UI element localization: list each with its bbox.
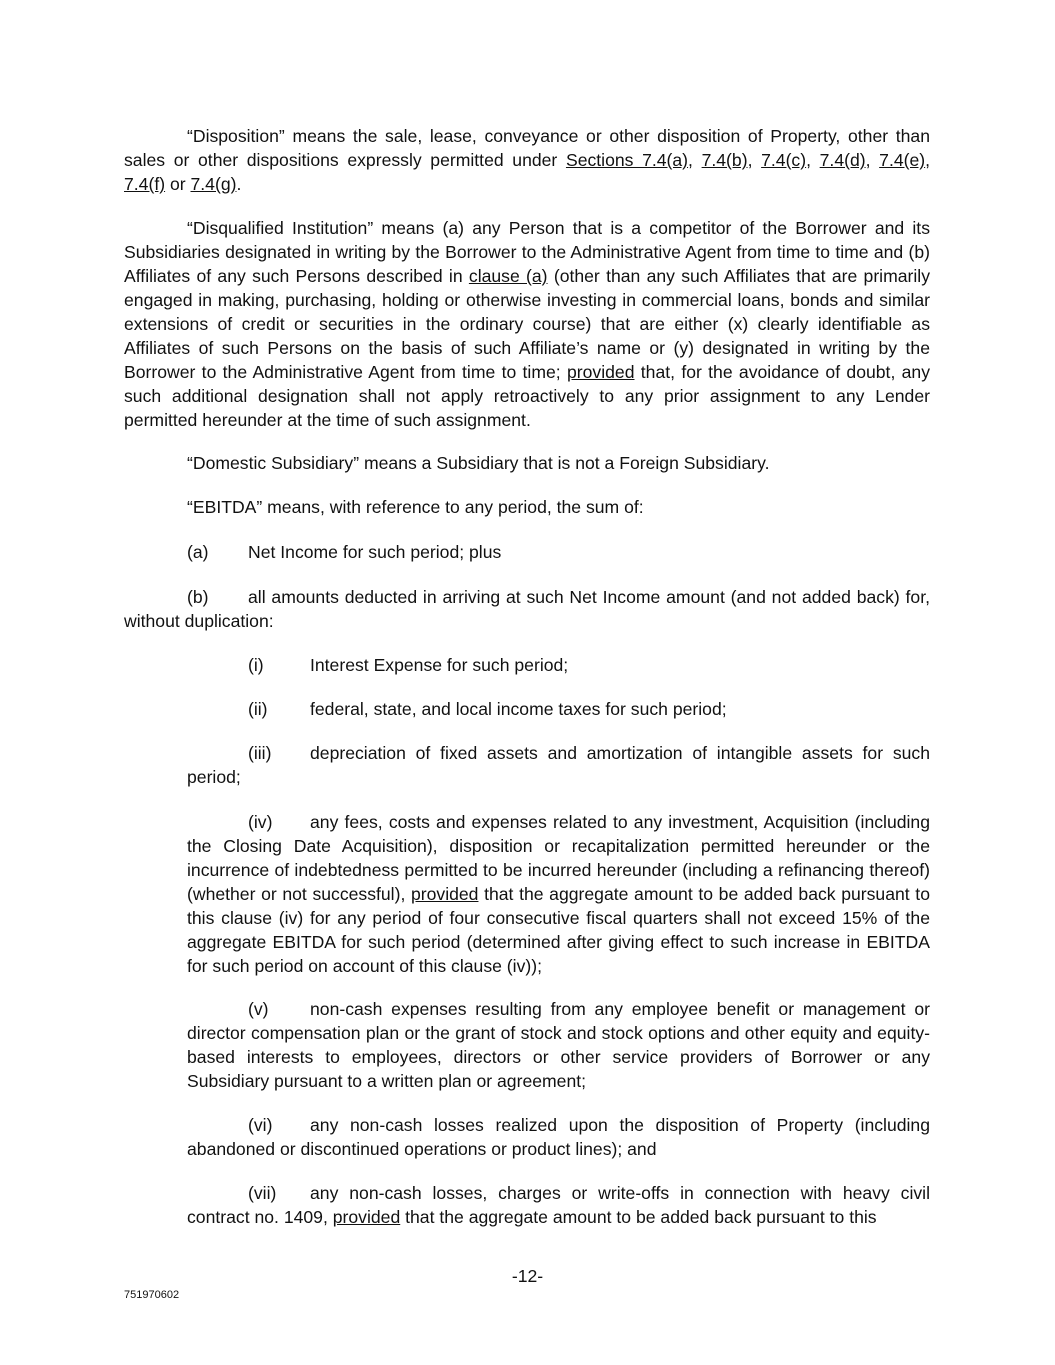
- proviso-term: provided: [332, 1207, 401, 1227]
- defined-term: “Disqualified Institution”: [187, 218, 374, 238]
- defined-term: “EBITDA”: [187, 497, 263, 517]
- section-reference: 7.4(d): [819, 150, 866, 170]
- clause-vii: (vii) any non-cash losses, charges or write-offs in connection with heavy civil contract no. 1409, provided that the aggregate amount to be added back pursuant to this: [187, 1183, 930, 1227]
- clause-label: (a): [187, 542, 209, 562]
- clause-i: (i) Interest Expense for such period;: [248, 655, 569, 675]
- clause-label: (v): [248, 999, 269, 1019]
- clause-ii: (ii) federal, state, and local income taxes for such period;: [248, 699, 727, 719]
- section-reference: 7.4(b): [701, 150, 748, 170]
- clause-reference: clause (a): [468, 266, 548, 286]
- clause-iv: (iv) any fees, costs and expenses related to any investment, Acquisition (including the Closing Date Acquisition), disposition or recapitalization permitted hereunder or the incurrence of indebtedness permitted to be incurred hereunder (including a refinancing thereof) (whether or not successful), provided that the aggregate amount to be added back pursuant to this clause (iv) for any period of four consecutive fiscal quarters shall not exceed 15% of the aggregate EBITDA for such period (determined after giving effect to such increase in EBITDA for such period on account of this clause (iv));: [187, 812, 930, 976]
- clause-label: (iv): [248, 812, 273, 832]
- section-reference: Sections 7.4(a): [565, 150, 689, 170]
- defined-term: “Domestic Subsidiary”: [187, 453, 360, 473]
- definition-disposition: “Disposition” means the sale, lease, conveyance or other disposition of Property, other than sales or other dispositions expressly permitted under Sections 7.4(a), 7.4(b), 7.4(c), 7.4(d), 7.4(e), 7.4(f) or 7.4(g).: [124, 126, 931, 194]
- page-number: -12-: [511, 1266, 544, 1286]
- definition-disqualified-institution: “Disqualified Institution” means (a) any Person that is a competitor of the Borrower and its Subsidiaries designated in writing by the Borrower to the Administrative Agent from time to time and (b) Affiliates of any such Persons described in clause (a) (other than any such Affiliates that are primarily engaged in making, purchasing, holding or otherwise investing in commercial loans, bonds and similar extensions of credit or securities in the ordinary course) that are either (x) clearly identifiable as Affiliates of such Persons on the basis of such Affiliate’s name or (y) designated in writing by the Borrower to the Administrative Agent from time to time; provided that, for the avoidance of doubt, any such additional designation shall not apply retroactively to any prior assignment to any Lender permitted hereunder at the time of such assignment.: [124, 218, 930, 430]
- clause-label: (iii): [248, 743, 272, 763]
- section-reference: 7.4(f): [124, 174, 166, 194]
- clause-a: (a) Net Income for such period; plus: [187, 542, 502, 562]
- clause-iii: (iii) depreciation of fixed assets and amortization of intangible assets for such period;: [187, 743, 930, 787]
- document-id: 751970602: [124, 1289, 180, 1301]
- clause-label: (i): [248, 655, 264, 675]
- definition-domestic-subsidiary: “Domestic Subsidiary” means a Subsidiary that is not a Foreign Subsidiary.: [187, 453, 770, 473]
- clause-v: (v) non-cash expenses resulting from any employee benefit or management or director compensation plan or the grant of stock and stock options and other equity and equity-based interests to employees, directors or other service providers of Borrower or any Subsidiary pursuant to a written plan or agreement;: [187, 999, 930, 1091]
- clause-label: (vii): [248, 1183, 277, 1203]
- section-reference: 7.4(c): [761, 150, 807, 170]
- clause-b: (b) all amounts deducted in arriving at such Net Income amount (and not added back) for, without duplication:: [124, 587, 930, 631]
- definition-ebitda: “EBITDA” means, with reference to any period, the sum of:: [187, 497, 644, 517]
- clause-vi: (vi) any non-cash losses realized upon the disposition of Property (including abandoned or discontinued operations or product lines); and: [187, 1115, 930, 1159]
- proviso-term: provided: [410, 884, 479, 904]
- section-reference: 7.4(g): [190, 174, 237, 194]
- proviso-term: provided: [566, 362, 635, 382]
- defined-term: “Disposition”: [187, 126, 285, 146]
- section-reference: 7.4(e): [879, 150, 926, 170]
- clause-label: (vi): [248, 1115, 273, 1135]
- clause-label: (b): [187, 587, 209, 607]
- clause-label: (ii): [248, 699, 268, 719]
